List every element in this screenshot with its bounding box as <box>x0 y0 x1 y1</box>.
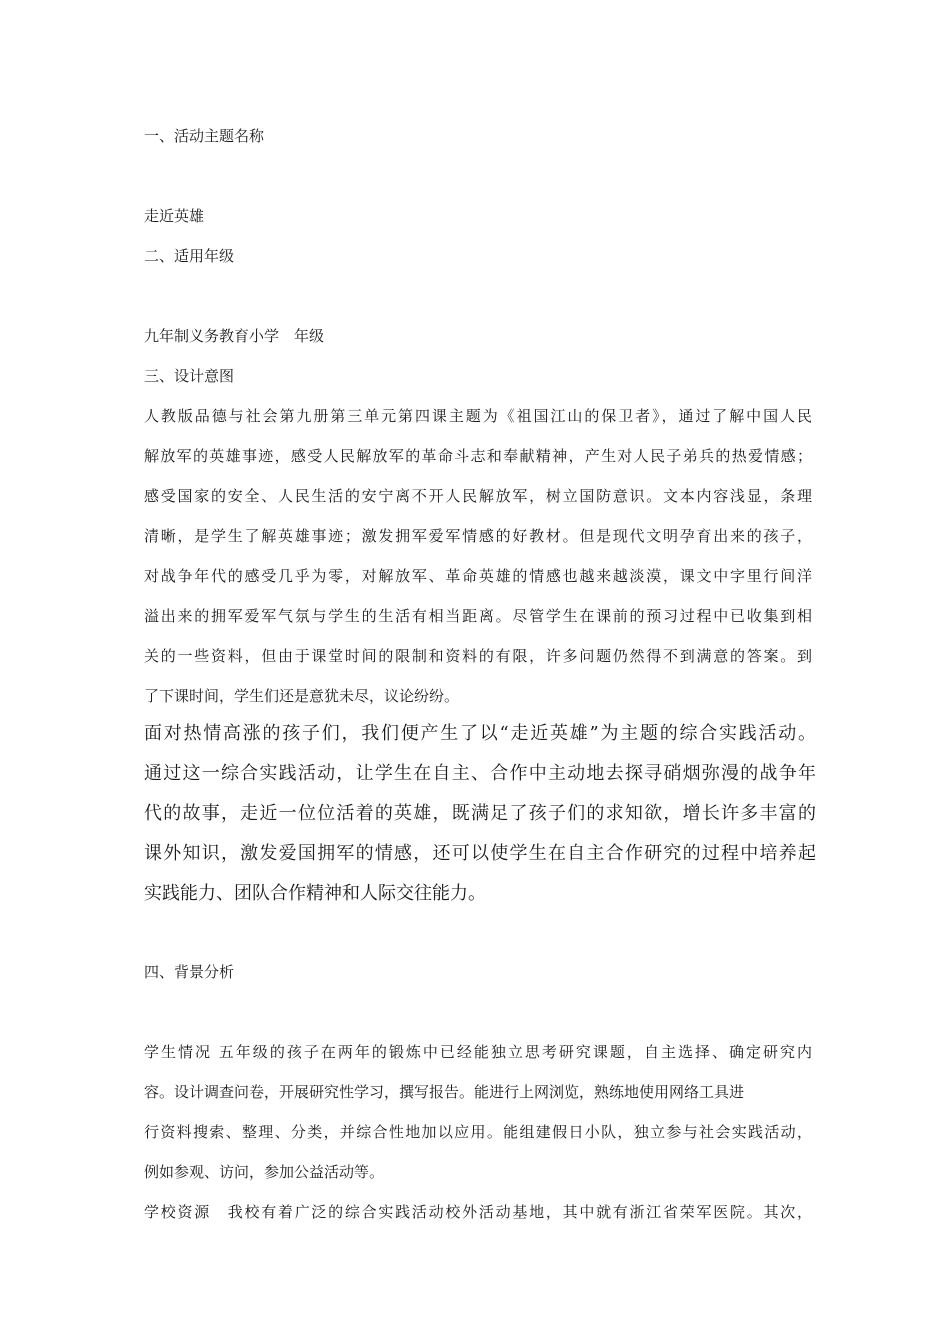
intent-line: 人教版品德与社会第九册第三单元第四课主题为《祖国江山的保卫者》，通过了解中国人民 <box>144 407 812 425</box>
intent-large-line: 课外知识，激发爱国拥军的情感，还可以使学生在自主合作研究的过程中培养起 <box>144 843 816 864</box>
theme-name: 走近英雄 <box>144 207 205 225</box>
intent-line: 关的一些资料，但由于课堂时间的限制和资料的有限，许多问题仍然得不到满意的答案。到 <box>144 647 812 665</box>
background-line: 容。设计调查问卷，开展研究性学习，撰写报告。能进行上网浏览，熟练地使用网络工具进 <box>144 1083 745 1101</box>
intent-large-line: 通过这一综合实践活动，让学生在自主、合作中主动地去探寻硝烟弥漫的战争年 <box>144 763 816 784</box>
intent-line: 了下课时间，学生们还是意犹未尽，议论纷纷。 <box>144 687 460 705</box>
section-heading-background: 四、背景分析 <box>144 963 235 981</box>
intent-large-line: 代的故事，走近一位位活着的英雄，既满足了孩子们的求知欲，增长许多丰富的 <box>144 803 816 824</box>
background-line: 学生情况 五年级的孩子在两年的锻炼中已经能独立思考研究课题，自主选择、确定研究内 <box>144 1043 812 1061</box>
background-line: 学校资源 我校有着广泛的综合实践活动校外活动基地，其中就有浙江省荣军医院。其次， <box>144 1203 812 1221</box>
intent-large-line: 实践能力、团队合作精神和人际交往能力。 <box>144 883 486 904</box>
intent-line: 感受国家的安全、人民生活的安宁离不开人民解放军，树立国防意识。文本内容浅显，条理 <box>144 487 812 505</box>
background-line: 例如参观、访问，参加公益活动等。 <box>144 1163 385 1181</box>
grade-text: 九年制义务教育小学 年级 <box>144 327 325 345</box>
section-heading-grade: 二、适用年级 <box>144 247 235 265</box>
intent-line: 对战争年代的感受几乎为零，对解放军、革命英雄的情感也越来越淡漠，课文中字里行间洋 <box>144 567 812 585</box>
intent-line: 清晰，是学生了解英雄事迹；激发拥军爱军情感的好教材。但是现代文明孕育出来的孩子， <box>144 527 812 545</box>
background-line: 行资料搜索、整理、分类，并综合性地加以应用。能组建假日小队，独立参与社会实践活动， <box>144 1123 812 1141</box>
section-heading-intent: 三、设计意图 <box>144 367 235 385</box>
intent-line: 溢出来的拥军爱军气氛与学生的生活有相当距离。尽管学生在课前的预习过程中已收集到相 <box>144 607 812 625</box>
intent-line: 解放军的英雄事迹，感受人民解放军的革命斗志和奉献精神，产生对人民子弟兵的热爱情感； <box>144 447 812 465</box>
section-heading-theme: 一、活动主题名称 <box>144 127 265 145</box>
intent-large-line: 面对热情高涨的孩子们，我们便产生了以“走近英雄”为主题的综合实践活动。 <box>144 723 816 744</box>
